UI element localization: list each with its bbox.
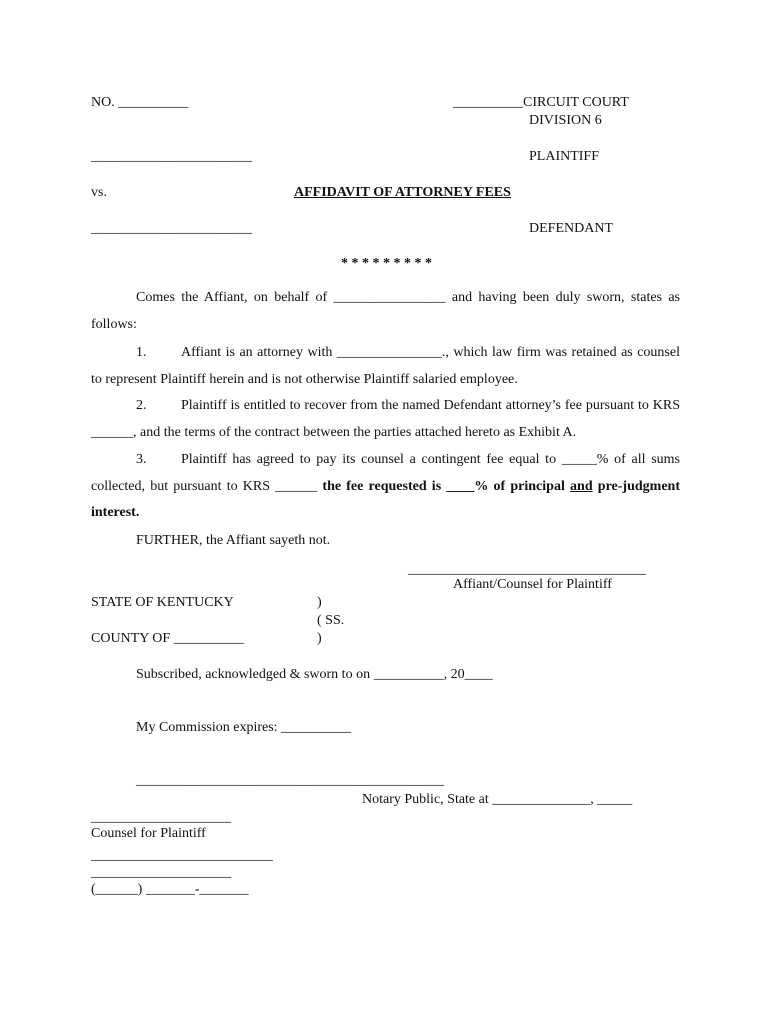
commission-expires: My Commission expires: __________ bbox=[136, 720, 352, 735]
further-statement: FURTHER, the Affiant sayeth not. bbox=[136, 533, 331, 548]
item-2 bbox=[91, 393, 680, 446]
item-2-text: Plaintiff is entitled to recover from the named Defendant attorney’s fee pursuant to KRS ______, and the terms of the contract between the parties attached hereto as Exhibit A. bbox=[91, 398, 680, 440]
counsel-phone-line: (______) _______-_______ bbox=[91, 882, 249, 897]
item-2-number: 2. bbox=[136, 398, 147, 413]
defendant-label: DEFENDANT bbox=[529, 221, 613, 236]
affiant-signature-line: __________________________________ bbox=[408, 562, 646, 577]
item-1 bbox=[91, 340, 680, 393]
counsel-name-line: __________________________ bbox=[91, 848, 273, 863]
intro-text: Comes the Affiant, on behalf of ________________ and having been duly sworn, states as follows: bbox=[91, 290, 680, 332]
item-3-bold-text: the fee requested is ____% of principal bbox=[322, 478, 571, 494]
counsel-address-line: ____________________ bbox=[91, 865, 231, 880]
circuit-court-line: __________CIRCUIT COURT bbox=[453, 95, 629, 110]
document-title: AFFIDAVIT OF ATTORNEY FEES bbox=[294, 185, 511, 200]
venue-paren-top: ) bbox=[317, 595, 322, 610]
venue-ss: ( SS. bbox=[317, 613, 345, 628]
item-3-bold-underline: and bbox=[570, 478, 593, 494]
plaintiff-blank: _______________________ bbox=[91, 149, 252, 164]
venue-county: COUNTY OF __________ bbox=[91, 631, 244, 646]
jurat-statement: Subscribed, acknowledged & sworn to on __________, 20____ bbox=[136, 667, 493, 682]
item-3 bbox=[91, 447, 680, 527]
venue-state: STATE OF KENTUCKY bbox=[91, 595, 234, 610]
item-1-text: Affiant is an attorney with _______________., which law firm was retained as counsel to represent Plaintiff herein and is not otherwise Plaintiff salaried employee. bbox=[91, 345, 680, 387]
affiant-signature-label: Affiant/Counsel for Plaintiff bbox=[453, 577, 612, 592]
venue-paren-bottom: ) bbox=[317, 631, 322, 646]
section-separator: * * * * * * * * * bbox=[341, 256, 432, 271]
item-3-text: Plaintiff has agreed to pay its counsel a contingent fee equal to _____% of all sums collected, but pursuant to KRS ______ bbox=[91, 452, 680, 494]
intro-paragraph bbox=[91, 285, 680, 338]
defendant-blank: _______________________ bbox=[91, 221, 252, 236]
counsel-label: Counsel for Plaintiff bbox=[91, 826, 206, 841]
notary-signature-line: ____________________________________________ bbox=[136, 773, 444, 788]
plaintiff-label: PLAINTIFF bbox=[529, 149, 600, 164]
notary-label: Notary Public, State at ______________, _____ bbox=[362, 792, 633, 807]
versus-label: vs. bbox=[91, 185, 107, 200]
item-3-number: 3. bbox=[136, 452, 147, 467]
item-1-number: 1. bbox=[136, 345, 147, 360]
item-3-bold-tail: pre-judgment interest. bbox=[91, 478, 680, 520]
division-label: DIVISION 6 bbox=[529, 113, 602, 128]
case-number: NO. __________ bbox=[91, 95, 189, 110]
counsel-signature-line: ____________________ bbox=[91, 810, 231, 825]
